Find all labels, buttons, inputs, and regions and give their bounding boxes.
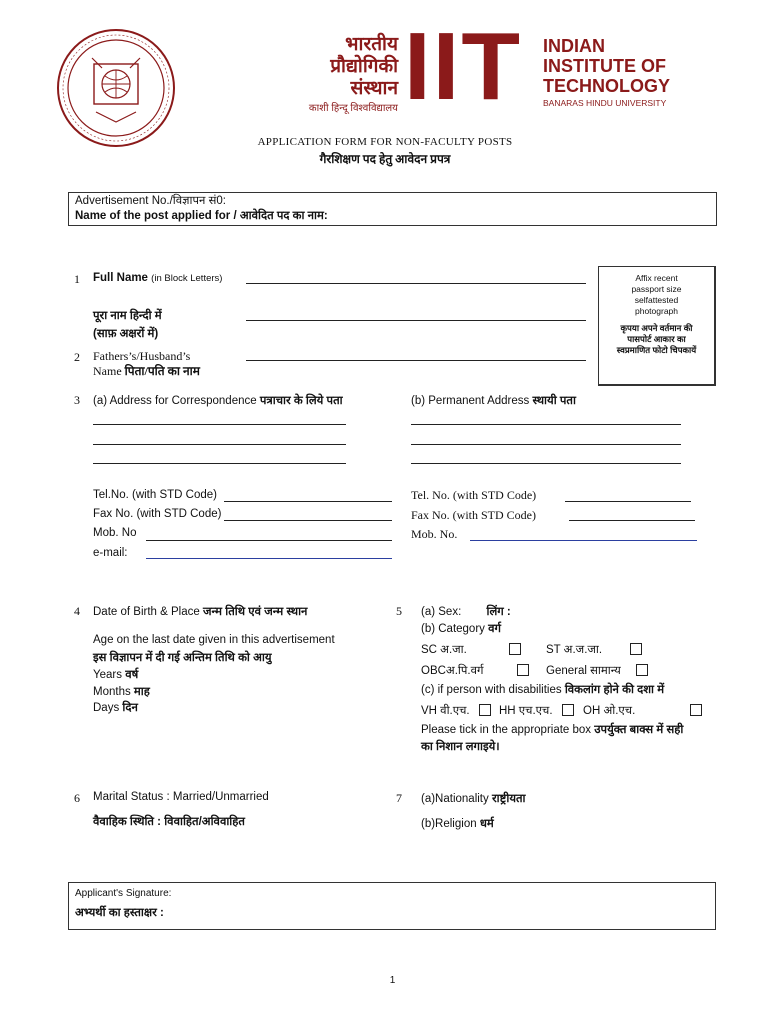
nationality-text: (a)Nationality	[421, 793, 489, 805]
sex-label	[421, 604, 511, 619]
mob-a-field[interactable]	[146, 540, 392, 541]
oh-checkbox[interactable]	[690, 704, 702, 716]
corr-address-hindi: पत्राचार के लिये पता	[259, 395, 343, 407]
marital-status-hindi: वैवाहिक स्थिति : विवाहित/अविवाहित	[93, 816, 245, 828]
father-name-word: Name	[93, 364, 122, 378]
full-name-field[interactable]	[246, 283, 586, 284]
disability-hindi: विकलांग होने की दशा में	[564, 684, 665, 696]
st-option[interactable]	[546, 642, 602, 657]
form-title	[0, 136, 770, 167]
tel-b-field[interactable]	[565, 501, 691, 502]
page-number: 1	[389, 975, 396, 986]
advertisement-no-label: Advertisement No./विज्ञापन सं0:	[75, 195, 226, 207]
father-name-line-2	[93, 364, 200, 379]
st-checkbox[interactable]	[630, 643, 642, 655]
years-text: Years	[93, 669, 122, 681]
tick-text: Please tick in the appropriate box	[421, 724, 592, 736]
tel-a-label: Tel.No. (with STD Code)	[93, 489, 217, 501]
correspondence-address-label	[93, 393, 343, 408]
photo-line-3: selfattested	[634, 295, 679, 305]
photo-line-1: Affix recent	[635, 273, 678, 283]
sc-checkbox[interactable]	[509, 643, 521, 655]
mob-a-label: Mob. No	[93, 527, 137, 539]
months-hindi: माह	[133, 686, 150, 698]
english-institute-name	[543, 36, 670, 110]
obc-option[interactable]	[421, 663, 483, 678]
post-name-label: Name of the post applied for / आवेदित पद का नाम:	[75, 210, 328, 222]
perm-address-line-2[interactable]	[411, 444, 681, 445]
nationality-label	[421, 791, 526, 806]
oh-option[interactable]	[583, 703, 635, 718]
hh-label: HH एच.एच.	[499, 705, 553, 717]
perm-address-hindi: स्थायी पता	[532, 395, 576, 407]
permanent-address-label	[411, 393, 576, 408]
fax-a-label: Fax No. (with STD Code)	[93, 508, 222, 520]
signature-hindi: अभ्यर्थी का हस्ताक्षर :	[75, 907, 164, 919]
photo-line-2: passport size	[631, 284, 682, 294]
fax-b-label: Fax No. (with STD Code)	[411, 508, 536, 522]
header	[0, 0, 770, 120]
eng-line-3: TECHNOLOGY	[543, 76, 671, 96]
corr-address-text: (a) Address for Correspondence	[93, 395, 257, 407]
item-5-number: 5	[396, 604, 402, 618]
sc-label: SC अ.जा.	[421, 644, 467, 656]
st-label: ST अ.ज.जा.	[546, 644, 603, 656]
item-6-number: 6	[74, 791, 80, 805]
age-hindi: इस विज्ञापन में दी गई अन्तिम तिथि को आयु	[93, 652, 272, 664]
obc-checkbox[interactable]	[517, 664, 529, 676]
mob-b-label: Mob. No.	[411, 527, 458, 541]
category-text: (b) Category	[421, 623, 485, 635]
dob-hindi: जन्म तिथि एवं जन्म स्थान	[202, 606, 308, 618]
fax-a-field[interactable]	[224, 520, 392, 521]
item-3-number: 3	[74, 393, 80, 407]
signature-label: Applicant's Signature:	[75, 888, 172, 899]
category-hindi: वर्ग	[488, 623, 501, 635]
father-name-field[interactable]	[246, 360, 586, 361]
vh-label: VH वी.एच.	[421, 705, 470, 717]
religion-hindi: धर्म	[479, 818, 494, 830]
item-1-number: 1	[74, 272, 80, 286]
general-option[interactable]	[546, 663, 621, 678]
hindi-name-line-1: पूरा नाम हिन्दी में	[93, 310, 162, 322]
eng-line-4: BANARAS HINDU UNIVERSITY	[543, 98, 667, 108]
photo-box[interactable]	[598, 266, 716, 386]
corr-address-line-3[interactable]	[93, 463, 346, 464]
corr-address-line-1[interactable]	[93, 424, 346, 425]
dob-text: Date of Birth & Place	[93, 606, 200, 618]
photo-line-4: photograph	[634, 306, 678, 316]
marital-status-label: Marital Status : Married/Unmarried	[93, 791, 269, 803]
item-4-number: 4	[74, 604, 80, 618]
item-7-number: 7	[396, 791, 402, 805]
hh-checkbox[interactable]	[562, 704, 574, 716]
vh-option[interactable]	[421, 703, 470, 718]
sex-hindi: लिंग :	[486, 606, 511, 618]
days-label	[93, 700, 138, 715]
photo-hindi: कृपया अपने वर्तमान की पासपोर्ट आकार का स्वप्रमाणित फोटो चिपकायें	[616, 323, 697, 355]
father-name-hindi: पिता/पति का नाम	[124, 364, 200, 378]
tick-hindi: उपर्युक्त बाक्स में सही	[594, 724, 684, 736]
hindi-line-1: भारतीय	[345, 34, 398, 55]
hindi-name-field[interactable]	[246, 320, 586, 321]
vh-checkbox[interactable]	[479, 704, 491, 716]
mob-b-field[interactable]	[470, 540, 697, 541]
days-text: Days	[93, 702, 120, 714]
eng-line-1: INDIAN	[543, 36, 605, 56]
months-text: Months	[93, 686, 131, 698]
full-name-title: Full Name	[93, 272, 148, 284]
full-name-label	[93, 272, 222, 284]
eng-line-2: INSTITUTE OF	[543, 56, 666, 76]
general-label: General सामान्य	[546, 665, 621, 677]
oh-label: OH ओ.एच.	[583, 705, 636, 717]
disability-label	[421, 682, 664, 697]
tick-hindi-2: का निशान लगाइये।	[421, 741, 500, 753]
hindi-line-2: प्रौद्योगिकी	[330, 56, 398, 77]
full-name-hint: (in Block Letters)	[151, 273, 223, 284]
hindi-university-name: काशी हिन्दू विश्वविद्यालय	[308, 103, 398, 114]
hindi-name-label	[93, 307, 162, 343]
age-label: Age on the last date given in this advertisement	[93, 634, 335, 646]
form-title-hindi: गैरशिक्षण पद हेतु आवेदन प्रपत्र	[319, 152, 451, 166]
nationality-hindi: राष्ट्रीयता	[491, 793, 526, 805]
hindi-name-line-2: (साफ़ अक्षरों में)	[93, 328, 159, 340]
religion-text: (b)Religion	[421, 818, 477, 830]
item-2-number: 2	[74, 350, 80, 364]
iit-logo-letters: IIT	[404, 13, 522, 120]
obc-label: OBCअ.पि.वर्ग	[421, 665, 484, 677]
perm-address-line-1[interactable]	[411, 424, 681, 425]
fax-b-field[interactable]	[569, 520, 695, 521]
institute-seal-logo	[56, 28, 176, 148]
form-title-english: APPLICATION FORM FOR NON-FACULTY POSTS	[257, 136, 513, 148]
years-hindi: वर्ष	[125, 669, 139, 681]
disability-text: (c) if person with disabilities	[421, 684, 562, 696]
email-a-label: e-mail:	[93, 547, 128, 559]
hindi-line-3: संस्थान	[350, 78, 398, 99]
sex-text: (a) Sex:	[421, 606, 462, 618]
hindi-institute-name	[298, 34, 398, 100]
advertisement-box	[68, 192, 717, 226]
perm-address-text: (b) Permanent Address	[411, 395, 530, 407]
days-hindi: दिन	[122, 702, 138, 714]
corr-address-line-2[interactable]	[93, 444, 346, 445]
years-label	[93, 667, 138, 682]
hh-option[interactable]	[499, 703, 553, 718]
general-checkbox[interactable]	[636, 664, 648, 676]
religion-label	[421, 816, 494, 831]
tel-b-label: Tel. No. (with STD Code)	[411, 488, 537, 502]
email-a-field[interactable]	[146, 558, 392, 559]
father-name-label	[93, 349, 200, 379]
tel-a-field[interactable]	[224, 501, 392, 502]
signature-box[interactable]	[68, 882, 716, 930]
sc-option[interactable]	[421, 642, 467, 657]
tick-instruction	[421, 722, 706, 756]
father-name-line-1: Fathers’s/Husband’s	[93, 349, 191, 363]
months-label	[93, 684, 150, 699]
category-label	[421, 621, 501, 636]
perm-address-line-3[interactable]	[411, 463, 681, 464]
dob-label	[93, 604, 307, 619]
